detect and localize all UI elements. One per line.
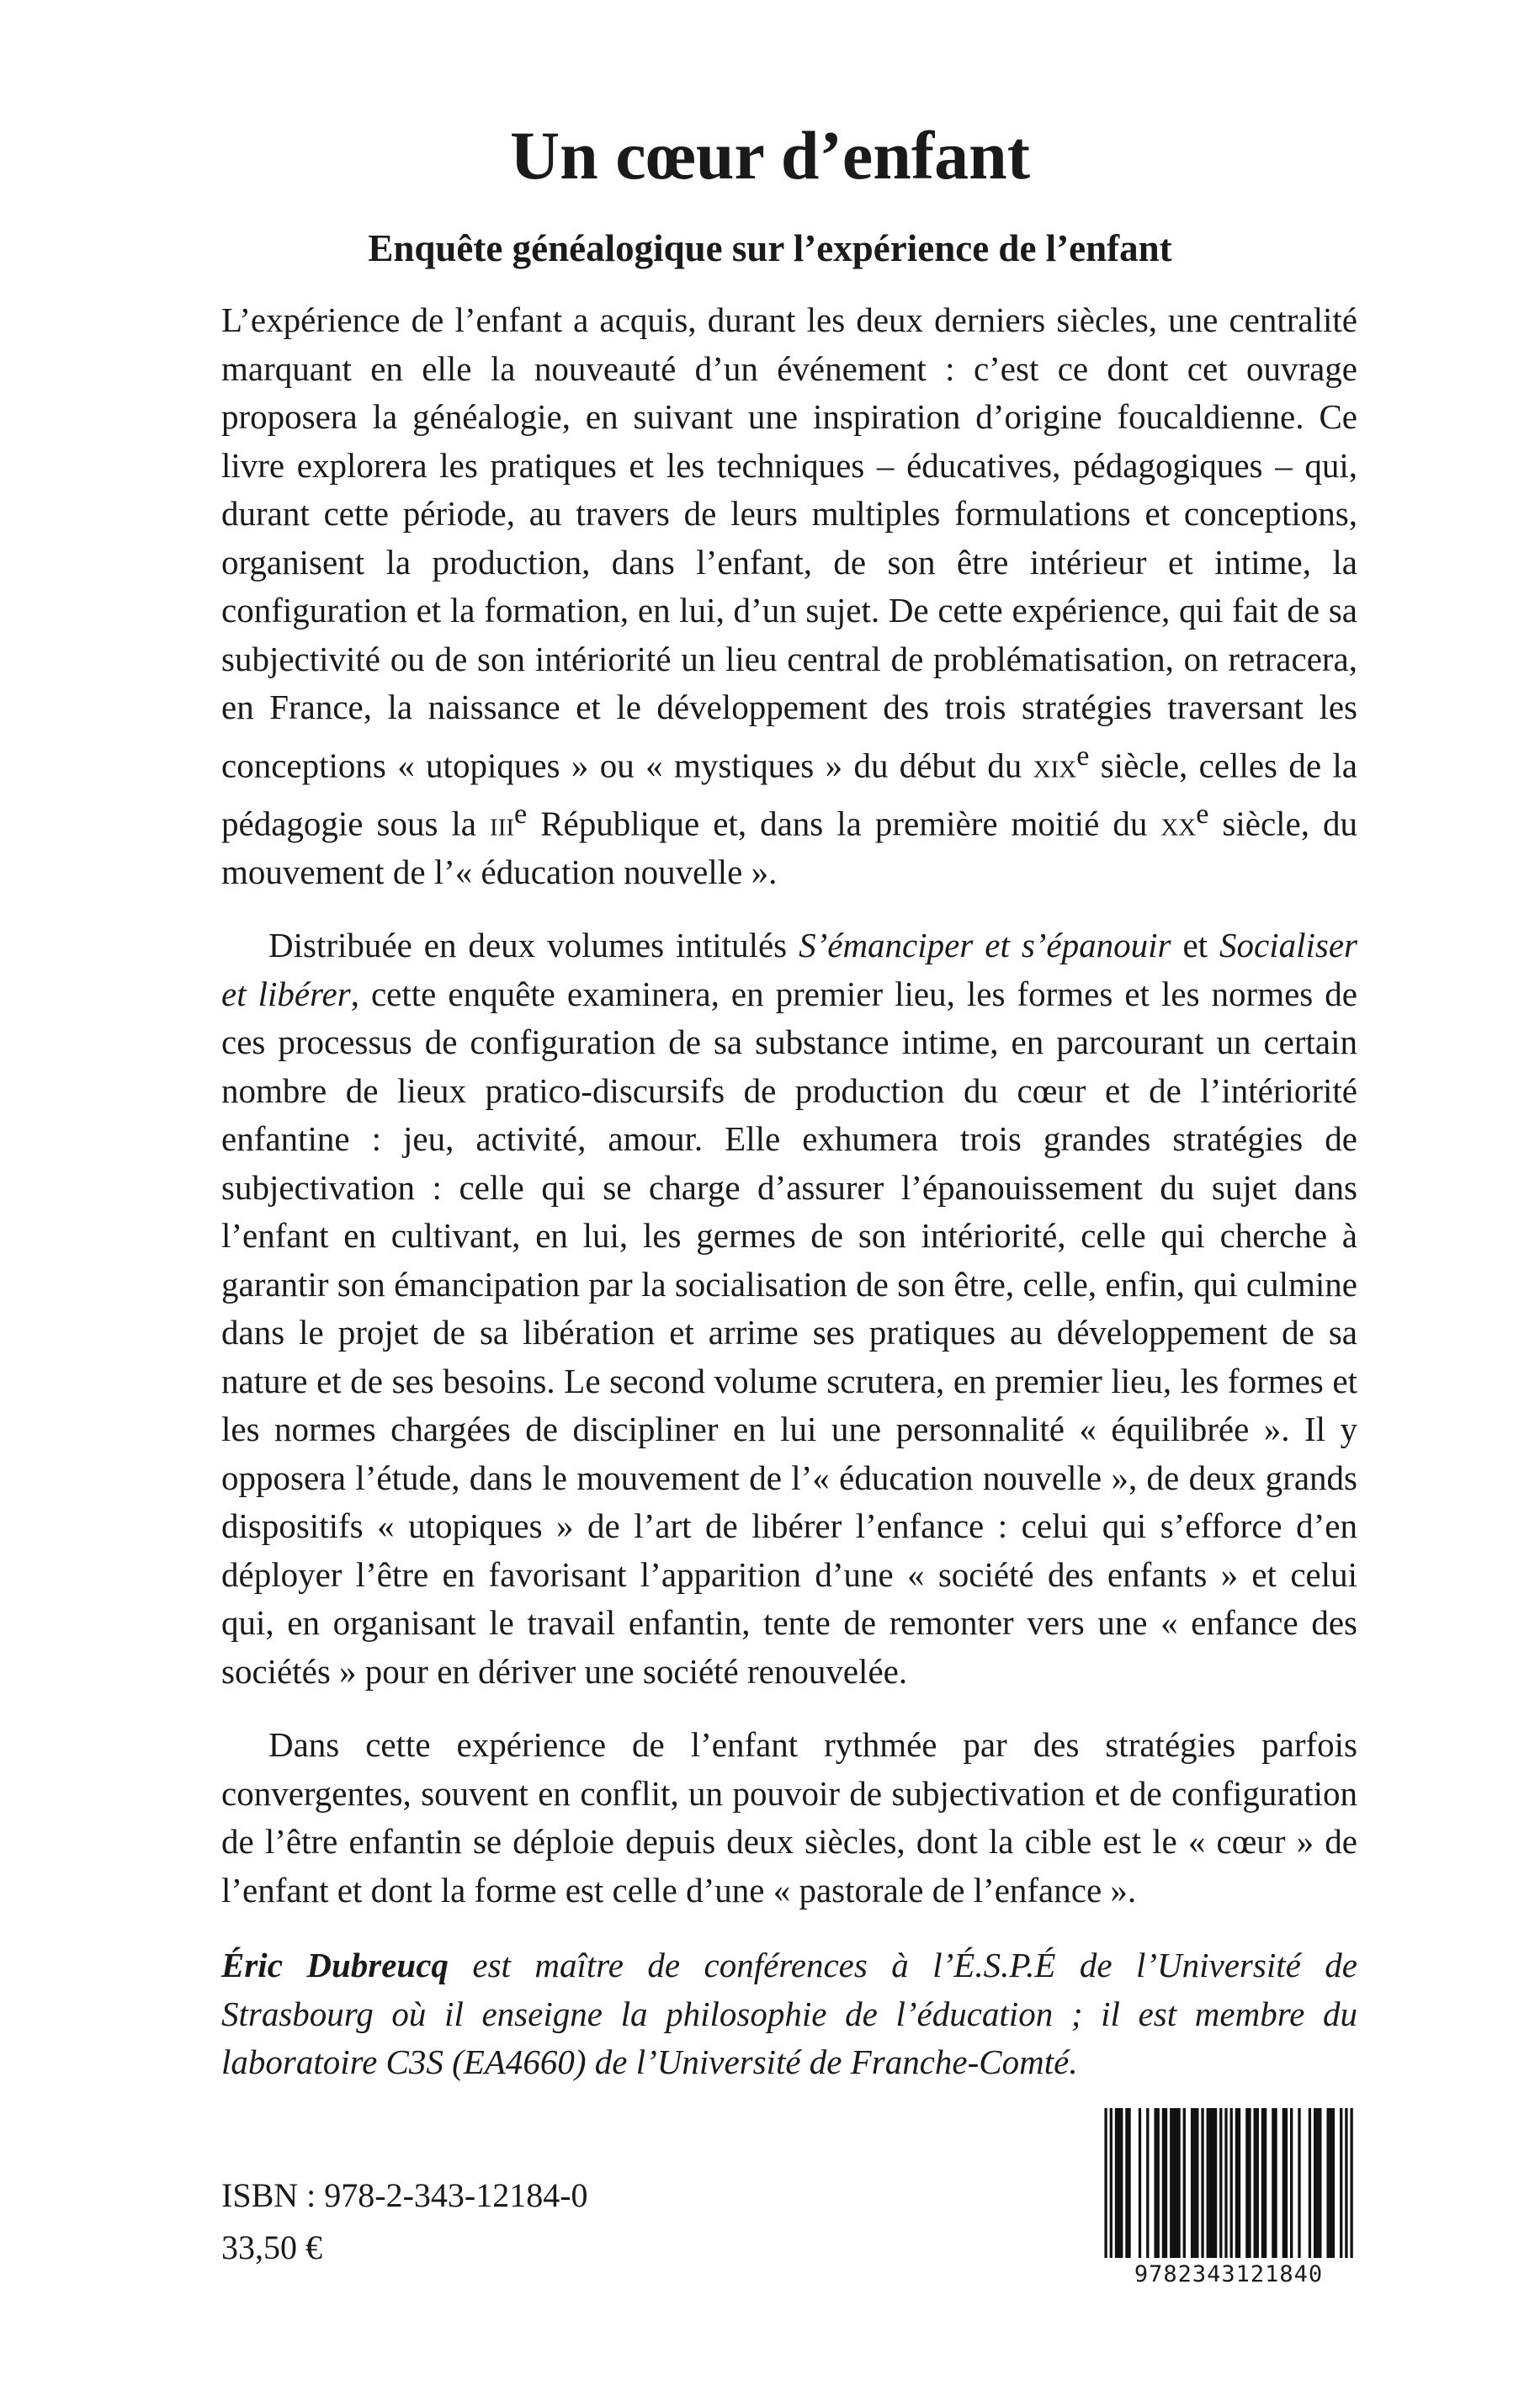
barcode-bar bbox=[1256, 2108, 1259, 2258]
barcode-bar bbox=[1316, 2108, 1319, 2258]
barcode-bar bbox=[1139, 2108, 1141, 2258]
barcode-bar bbox=[1264, 2108, 1267, 2258]
blurb bbox=[221, 296, 1357, 2087]
p2-text-a: Distribuée en deux volumes intitulés bbox=[268, 926, 799, 965]
barcode-bar bbox=[1172, 2108, 1175, 2258]
barcode-bar bbox=[1118, 2108, 1120, 2258]
barcode-bar bbox=[1248, 2108, 1251, 2258]
barcode-bar bbox=[1332, 2108, 1335, 2258]
barcode-bars bbox=[1094, 2108, 1363, 2276]
p1-republic-3-sup: e bbox=[514, 798, 528, 830]
p1-republic-3: iii bbox=[490, 804, 515, 843]
barcode-bar bbox=[1350, 2108, 1352, 2258]
barcode-bar bbox=[1125, 2108, 1128, 2258]
barcode-bar bbox=[1115, 2108, 1118, 2258]
barcode-bar bbox=[1245, 2108, 1248, 2258]
barcode-bar bbox=[1110, 2108, 1113, 2258]
barcode-bar bbox=[1309, 2108, 1311, 2258]
barcode-bar bbox=[1261, 2108, 1264, 2258]
barcode-bar bbox=[1254, 2108, 1256, 2258]
p1-century-20-sup: e bbox=[1196, 798, 1209, 830]
blurb-paragraph-2 bbox=[221, 922, 1357, 1696]
p1-text-d: siècle, du mouvement de l’« éducation nouvelle ». bbox=[221, 804, 1357, 891]
barcode-bar bbox=[1272, 2108, 1274, 2258]
barcode-bar bbox=[1330, 2108, 1332, 2258]
barcode-bar bbox=[1314, 2108, 1316, 2258]
barcode-bar bbox=[1290, 2108, 1293, 2258]
barcode-bar bbox=[1196, 2108, 1198, 2258]
price: 33,50 € bbox=[221, 2228, 322, 2266]
isbn: ISBN : 978-2-343-12184-0 bbox=[221, 2176, 588, 2214]
barcode-bar bbox=[1193, 2108, 1196, 2258]
author-bio-text: est maître de conférences à l’É.S.P.É de l’Université de Strasbourg où il enseigne la philosophie de l’éducation ; il est membre du laboratoire C3S (EA4660) de l’Université de Franche-Comté. bbox=[221, 1946, 1357, 2082]
barcode-bar bbox=[1201, 2108, 1203, 2258]
barcode-bar bbox=[1207, 2108, 1209, 2258]
barcode-bar bbox=[1230, 2108, 1233, 2258]
barcode-bar bbox=[1104, 2108, 1107, 2258]
barcode-bar bbox=[1298, 2108, 1300, 2258]
p2-text-b: et bbox=[1171, 926, 1220, 965]
barcode bbox=[1094, 2108, 1363, 2285]
barcode-bar bbox=[1219, 2108, 1222, 2258]
blurb-paragraph-1 bbox=[221, 296, 1357, 896]
barcode-bar bbox=[1319, 2108, 1321, 2258]
barcode-bar bbox=[1183, 2108, 1186, 2258]
barcode-bar bbox=[1175, 2108, 1177, 2258]
author-name: Éric Dubreucq bbox=[221, 1946, 449, 1985]
barcode-bar bbox=[1345, 2108, 1347, 2258]
barcode-bar bbox=[1128, 2108, 1130, 2258]
barcode-bar bbox=[1177, 2108, 1180, 2258]
author-bio bbox=[221, 1941, 1357, 2087]
blurb-paragraph-3: Dans cette expérience de l’enfant rythmée par des stratégies parfois convergentes, souvent en conflit, un pouvoir de subjectivation et de configuration de l’être enfantin se déploie depuis deux siècles, dont la cible est le « cœur » de l’enfant et dont la forme est celle d’une « pastorale de l’enfance ». bbox=[221, 1725, 1357, 1910]
barcode-bar bbox=[1282, 2108, 1285, 2258]
p1-century-20: xx bbox=[1160, 804, 1197, 843]
book-subtitle: Enquête généalogique sur l’expérience de l’enfant bbox=[368, 227, 1172, 269]
barcode-bar bbox=[1327, 2108, 1330, 2258]
p1-text-c: République et, dans la première moitié du bbox=[527, 804, 1161, 843]
barcode-bar bbox=[1274, 2108, 1277, 2258]
p1-century-19: xix bbox=[1033, 746, 1077, 785]
barcode-bar bbox=[1162, 2108, 1165, 2258]
p1-century-19-sup: e bbox=[1076, 740, 1090, 772]
barcode-bar bbox=[1209, 2108, 1212, 2258]
barcode-bar bbox=[1285, 2108, 1288, 2258]
book-title: Un cœur d’enfant bbox=[509, 117, 1031, 194]
volume-2-title: Socialiser et libérer bbox=[221, 926, 1357, 1013]
volume-1-title: S’émanciper et s’épanouir bbox=[799, 926, 1171, 965]
p1-text-b: siècle, celles de la pédagogie sous la bbox=[221, 746, 1358, 843]
p1-text-a: L’expérience de l’enfant a acquis, durant les deux derniers siècles, une centralité marquant en elle la nouveauté d’un événement : c’est ce dont cet ouvrage proposera la généalogie, en suivant une inspiration d’origine foucaldienne. Ce livre explorera les pratiques et les techniques – éducatives, pédagogiques – qui, durant cette période, au travers de leurs multiples formulations et conceptions, organisent la production, dans l’enfant, de son être intérieur et intime, la configuration et la formation, en lui, d’un sujet. De cette expérience, qui fait de sa subjectivité ou de son intériorité un lieu central de problématisation, on retracera, en France, la naissance et le développement des trois stratégies traversant les conceptions « utopiques » ou « mystiques » du début du bbox=[221, 300, 1357, 785]
barcode-bar bbox=[1191, 2108, 1193, 2258]
barcode-bar bbox=[1170, 2108, 1172, 2258]
barcode-bar bbox=[1224, 2108, 1227, 2258]
barcode-bar bbox=[1154, 2108, 1156, 2258]
barcode-bar bbox=[1238, 2108, 1240, 2258]
barcode-bar bbox=[1120, 2108, 1123, 2258]
p2-text-c: , cette enquête examinera, en premier lieu, les formes et les normes de ces processus de configuration de sa substance intime, en parcourant un certain nombre de lieux pratico-discursifs de production du cœur et de l’intériorité enfantine : jeu, activité, amour. Elle exhumera trois grandes stratégies de subjectivation : celle qui se charge d’assurer l’épanouissement du sujet dans l’enfant en cultivant, en lui, les germes de son intériorité, celle qui cherche à garantir son émancipation par la socialisation de son être, celle, enfin, qui culmine dans le projet de sa libération et arrime ses pratiques au développement de sa nature et de ses besoins. Le second volume scrutera, en premier lieu, les formes et les normes chargées de discipliner en lui une personnalité « équilibrée ». Il y opposera l’étude, dans le mouvement de l’« éducation nouvelle », de deux grands dispositifs « utopiques » de l’art de libérer l’enfance : celui qui s’efforce d’en déployer l’être en favorisant l’apparition d’une « société des enfants » et celui qui, en organisant le travail enfantin, tente de remonter vers une « enfance des sociétés » pour en dériver une société renouvelée. bbox=[221, 974, 1357, 1691]
barcode-bar bbox=[1214, 2108, 1217, 2258]
barcode-bar bbox=[1340, 2108, 1342, 2258]
barcode-bar bbox=[1146, 2108, 1149, 2258]
barcode-digits: 9782343121840 bbox=[1134, 2261, 1324, 2287]
barcode-bar bbox=[1165, 2108, 1167, 2258]
barcode-bar bbox=[1212, 2108, 1214, 2258]
barcode-bar bbox=[1235, 2108, 1238, 2258]
barcode-bar bbox=[1157, 2108, 1160, 2258]
